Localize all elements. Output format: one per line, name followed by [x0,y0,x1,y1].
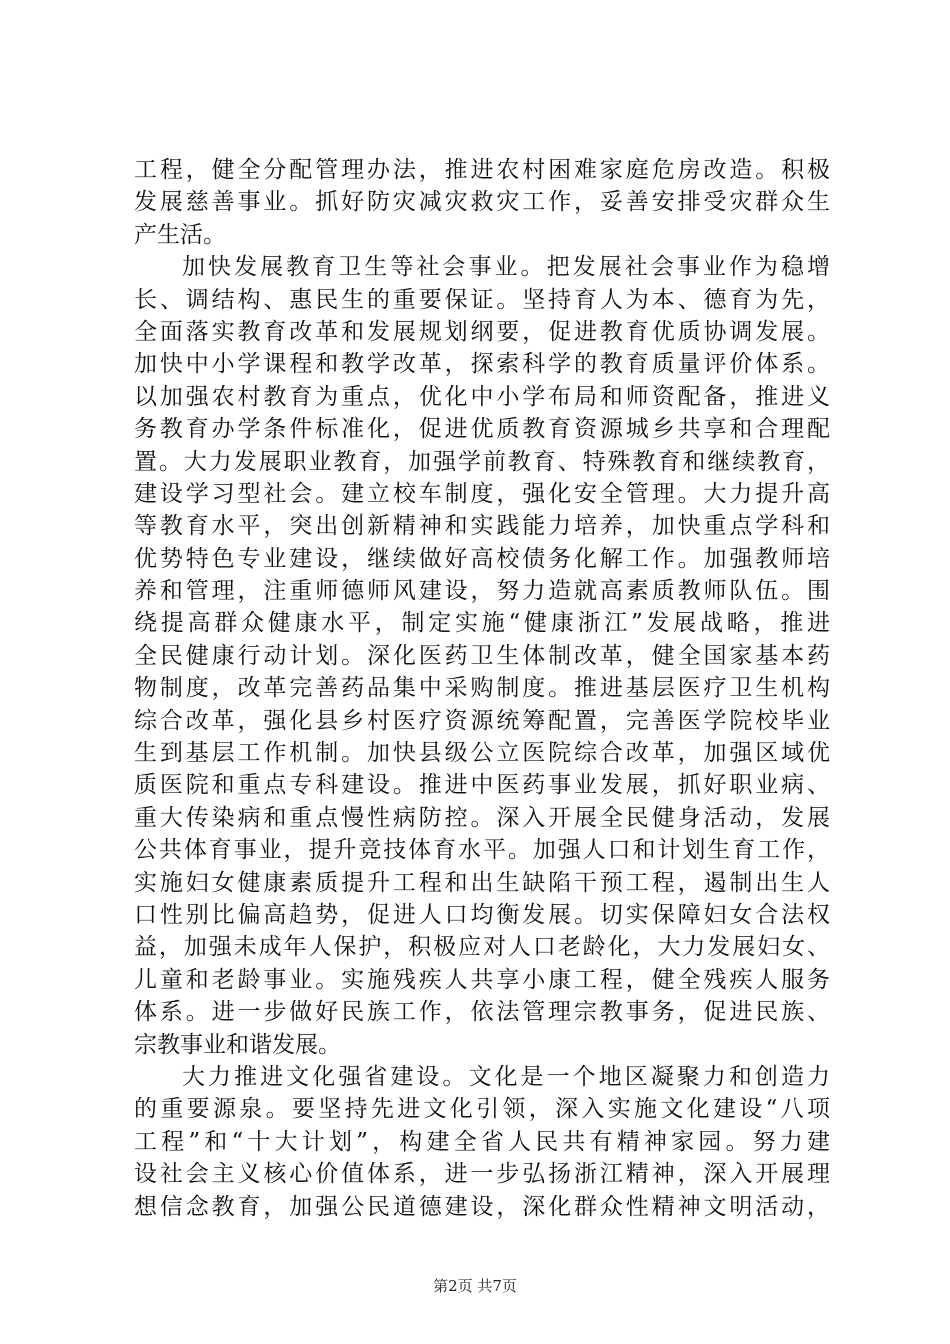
text-line: 生到基层工作机制。加快县级公立医院综合改革，加强区域优 [134,740,830,767]
text-line: 大力推进文化强省建设。文化是一个地区凝聚力和创造力 [182,1063,830,1090]
text-line: 想信念教育，加强公民道德建设，深化群众性精神文明活动， [134,1193,830,1220]
text-line: 加快中小学课程和教学改革，探索科学的教育质量评价体系。 [134,351,830,378]
page-number: 第2页 共7页 [433,1277,517,1295]
text-line: 以加强农村教育为重点，优化中小学布局和师资配备，推进义 [134,383,830,410]
text-line: 综合改革，强化县乡村医疗资源统筹配置，完善医学院校毕业 [134,707,830,734]
text-line: 产生活。 [134,221,226,248]
text-line: 工程，健全分配管理办法，推进农村困难家庭危房改造。积极 [134,157,830,183]
text-line: 质医院和重点专科建设。推进中医药事业发展，抓好职业病、 [134,772,830,799]
text-line: 全面落实教育改革和发展规划纲要，促进教育优质协调发展。 [134,318,830,345]
text-line: 全民健康行动计划。深化医药卫生体制改革，健全国家基本药 [134,642,830,669]
text-line: 长、调结构、惠民生的重要保证。坚持育人为本、德育为先， [134,286,830,313]
text-line: 益，加强未成年人保护，积极应对人口老龄化，大力发展妇女、 [134,934,830,961]
text-line: 绕提高群众健康水平，制定实施“健康浙江”发展战略，推进 [134,610,830,637]
text-line: 工程”和“十大计划”，构建全省人民共有精神家园。努力建 [134,1128,830,1155]
paragraph-2 [134,251,830,1061]
paragraph-1 [134,154,830,251]
document-body [134,154,830,1223]
text-line: 等教育水平，突出创新精神和实践能力培养，加快重点学科和 [134,513,830,540]
text-line: 置。大力发展职业教育，加强学前教育、特殊教育和继续教育， [134,448,830,475]
text-line: 发展慈善事业。抓好防灾减灾救灾工作，妥善安排受灾群众生 [134,189,830,216]
text-line: 儿童和老龄事业。实施残疾人共享小康工程，健全残疾人服务 [134,966,830,993]
text-line: 务教育办学条件标准化，促进优质教育资源城乡共享和合理配 [134,416,830,443]
text-line: 加快发展教育卫生等社会事业。把发展社会事业作为稳增 [182,254,830,281]
text-line: 宗教事业和谐发展。 [134,1031,341,1058]
text-line: 体系。进一步做好民族工作，依法管理宗教事务，促进民族、 [134,999,830,1026]
text-line: 养和管理，注重师德师风建设，努力造就高素质教师队伍。围 [134,578,830,605]
text-line: 口性别比偏高趋势，促进人口均衡发展。切实保障妇女合法权 [134,901,830,928]
text-line: 的重要源泉。要坚持先进文化引领，深入实施文化建设“八项 [134,1096,830,1123]
text-line: 优势特色专业建设，继续做好高校债务化解工作。加强教师培 [134,545,830,572]
text-line: 公共体育事业，提升竞技体育水平。加强人口和计划生育工作， [134,837,830,864]
text-line: 建设学习型社会。建立校车制度，强化安全管理。大力提升高 [134,480,830,507]
text-line: 设社会主义核心价值体系，进一步弘扬浙江精神，深入开展理 [134,1161,830,1188]
text-line: 物制度，改革完善药品集中采购制度。推进基层医疗卫生机构 [134,675,830,702]
text-line: 重大传染病和重点慢性病防控。深入开展全民健身活动，发展 [134,804,830,831]
paragraph-3 [134,1061,830,1223]
text-line: 实施妇女健康素质提升工程和出生缺陷干预工程，遏制出生人 [134,869,830,896]
